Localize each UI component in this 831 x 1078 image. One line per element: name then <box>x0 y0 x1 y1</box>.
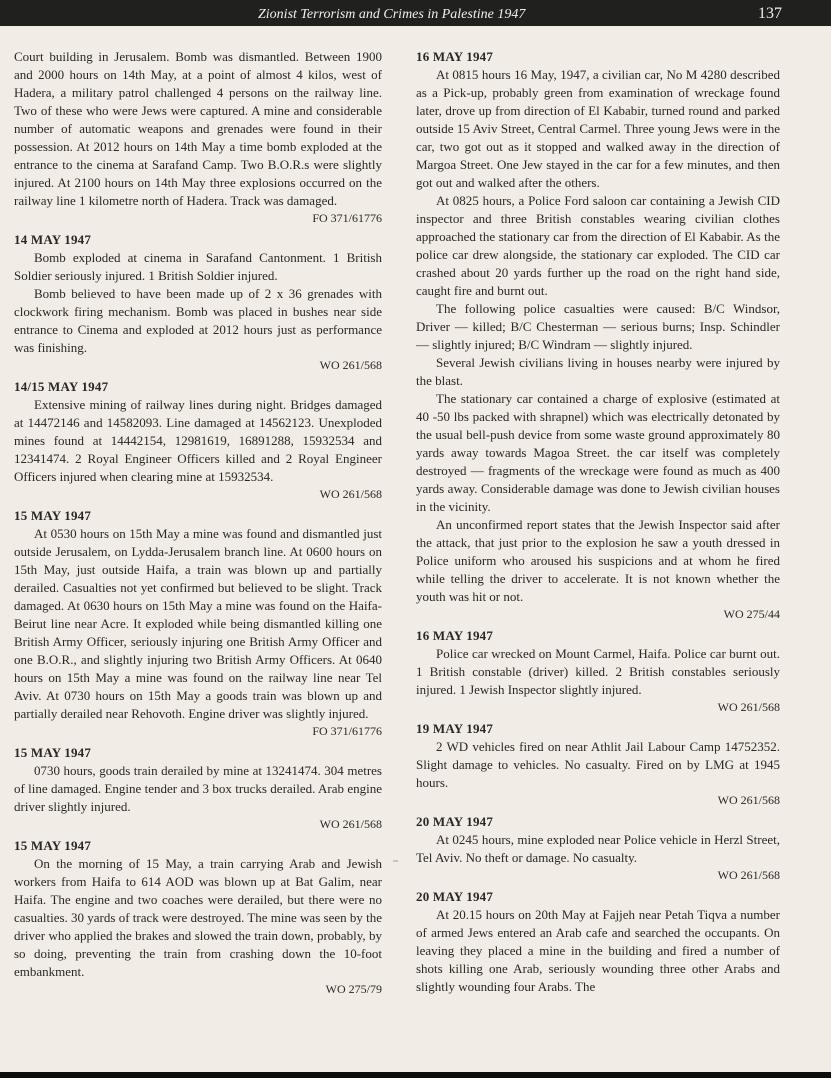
entry-paragraph: An unconfirmed report states that the Jewish Inspector said after the attack, that just prior to the explosion he saw a youth dressed in Police uniform who aroused his suspicions and at whom he fired while telling the driver to accelerate. It is not known whether the youth was hit or not. <box>416 517 780 604</box>
entry-paragraph: Extensive mining of railway lines during night. Bridges damaged at 14472146 and 14582093. Line damaged at 14562123. Unexploded mines found at 14442154, 12981619, 16891288, 15932534 and 12341474. 2 Royal Engineer Officers killed and 2 Royal Engineer Officers injured when clearing mine at 15932534. <box>14 397 382 484</box>
source-reference: WO 275/44 <box>723 607 780 621</box>
entry <box>14 378 382 503</box>
entry-paragraph: At 0530 hours on 15th May a mine was found and dismantled just outside Jerusalem, on Lydda-Jerusalem branch line. At 0600 hours on 15th May, just outside Haifa, a train was blown up and partially derailed. Casualties not yet confirmed but believed to be slight. Track damaged. At 0630 hours on 15th May a mine was found on the Haifa-Beirut line near Acre. It exploded while being dismantled killing one British Army Officer, seriously injuring one British Army Officer and one B.O.R., and slightly injuring two British Army Officers. At 0640 hours on 15th May a mine was found on the railway line near Tel Aviv. At 0730 hours on 15th May a goods train was blown up and partially derailed near Rehovoth. Engine driver was slightly injured. <box>14 526 382 721</box>
date-heading: 16 MAY 1947 <box>416 49 494 64</box>
entry-paragraph: Bomb exploded at cinema in Sarafand Cantonment. 1 British Soldier seriously injured. 1 British Soldier injured. <box>14 250 382 283</box>
source-reference: WO 261/568 <box>717 868 780 882</box>
entry-paragraph: Bomb believed to have been made up of 2 x 36 grenades with clockwork firing mechanism. Bomb was placed in bushes near side entrance to Cinema and exploded at 2012 hours just as performance was finishing. <box>14 286 382 355</box>
left-column <box>14 48 382 1002</box>
date-heading: 16 MAY 1947 <box>416 628 494 643</box>
date-heading: 15 MAY 1947 <box>14 838 92 853</box>
entry <box>416 627 780 716</box>
bottom-bar <box>0 1072 831 1078</box>
date-heading: 20 MAY 1947 <box>416 814 494 829</box>
source-reference: WO 275/79 <box>325 982 382 996</box>
source-reference: WO 261/568 <box>717 793 780 807</box>
continuation-paragraph: Court building in Jerusalem. Bomb was dismantled. Between 1900 and 2000 hours on 14th May, at a point of almost 4 kilos, west of Hadera, a military patrol challenged 4 persons on the railway line. Two of these who were Jews were captured. A mine and considerable number of automatic weapons and grenades were found in their possession. At 2012 hours on 14th May a time bomb exploded at the entrance to the cinema at Sarafand Camp. Two B.O.R.s were slightly injured. At 2100 hours on 14th May three explosions occurred on the railway line 1 kilometre north of Hadera. Track was damaged. <box>14 49 382 208</box>
entry-paragraph: 0730 hours, goods train derailed by mine at 13241474. 304 metres of line damaged. Engine tender and 3 box trucks derailed. Arab engine driver slightly injured. <box>14 763 382 814</box>
entry-paragraph: At 20.15 hours on 20th May at Fajjeh near Petah Tiqva a number of armed Jews entered an Arab cafe and searched the occupants. On leaving they placed a mine in the building and fired a number of shots killing one Arab, seriously wounding three other Arabs and slightly wounding four Arabs. The <box>416 907 780 994</box>
running-head: Zionist Terrorism and Crimes in Palestine 1947 <box>258 7 526 22</box>
date-heading: 14 MAY 1947 <box>14 232 92 247</box>
right-column <box>416 48 780 996</box>
source-reference: FO 371/61776 <box>312 724 382 738</box>
date-heading: 15 MAY 1947 <box>14 508 92 523</box>
margin-mark <box>393 860 398 862</box>
date-heading: 14/15 MAY 1947 <box>14 379 109 394</box>
entry-paragraph: At 0825 hours, a Police Ford saloon car containing a Jewish CID inspector and three British constables wearing civilian clothes approached the stationary car from the direction of El Kababir. As the police car drew alongside, the stationary car exploded. The CID car crashed about 20 yards further up the road on the right hand side, caught fire and burnt out. <box>416 193 780 298</box>
entry <box>416 888 780 996</box>
source-reference: WO 261/568 <box>319 487 382 501</box>
entry-paragraph: The following police casualties were caused: B/C Windsor, Driver — killed; B/C Chesterman — serious burns; Insp. Schindler — slightly injured; B/C Windram — slightly injured. <box>416 301 780 352</box>
entry-paragraph: Several Jewish civilians living in houses nearby were injured by the blast. <box>416 355 780 388</box>
source-reference: WO 261/568 <box>717 700 780 714</box>
source-reference: WO 261/568 <box>319 358 382 372</box>
source-reference: FO 371/61776 <box>312 211 382 225</box>
entry-paragraph: At 0245 hours, mine exploded near Police vehicle in Herzl Street, Tel Aviv. No theft or damage. No casualty. <box>416 832 780 865</box>
entry <box>14 837 382 998</box>
entry <box>14 507 382 740</box>
entry-paragraph: Police car wrecked on Mount Carmel, Haifa. Police car burnt out. 1 British constable (driver) killed. 2 British constables seriously injured. 1 Jewish Inspector slightly injured. <box>416 646 780 697</box>
entry-paragraph: The stationary car contained a charge of explosive (estimated at 40 -50 lbs packed with shrapnel) which was electrically detonated by the usual bell-push device from some waste ground approximately 80 yards away towards Magoa Street. the car itself was completely destroyed — fragments of the wreckage were found as much as 400 yards away. Considerable damage was done to Jewish civilian houses in the vicinity. <box>416 391 780 514</box>
entry <box>416 813 780 884</box>
source-reference: WO 261/568 <box>319 817 382 831</box>
entry-paragraph: 2 WD vehicles fired on near Athlit Jail Labour Camp 14752352. Slight damage to vehicles. No casualty. Fired on by LMG at 1945 hours. <box>416 739 780 790</box>
header-bar <box>0 0 831 26</box>
entry <box>416 48 780 623</box>
entry <box>14 744 382 833</box>
date-heading: 19 MAY 1947 <box>416 721 494 736</box>
entry-paragraph: On the morning of 15 May, a train carrying Arab and Jewish workers from Haifa to 614 AOD was blown up at Bat Galim, near Haifa. The engine and two coaches were derailed, but there were no casualties. 30 yards of track were destroyed. The mine was seen by the driver who applied the brakes and slowed the train down, probably, by so doing, preventing the train from crashing down the 10-foot embankment. <box>14 856 382 979</box>
entry-paragraph: At 0815 hours 16 May, 1947, a civilian car, No M 4280 described as a Pick-up, probably green from examination of wreckage found later, drove up from direction of El Kababir, turned round and parked outside 15 Aviv Street, Central Carmel. Three young Jews were in the car, two got out as it stopped and walked away in the direction of Margoa Street. One Jew stayed in the car for a few minutes, and then got out and walked after the others. <box>416 67 780 190</box>
date-heading: 15 MAY 1947 <box>14 745 92 760</box>
date-heading: 20 MAY 1947 <box>416 889 494 904</box>
entry <box>416 720 780 809</box>
page-number: 137 <box>758 5 782 22</box>
entry <box>14 231 382 374</box>
